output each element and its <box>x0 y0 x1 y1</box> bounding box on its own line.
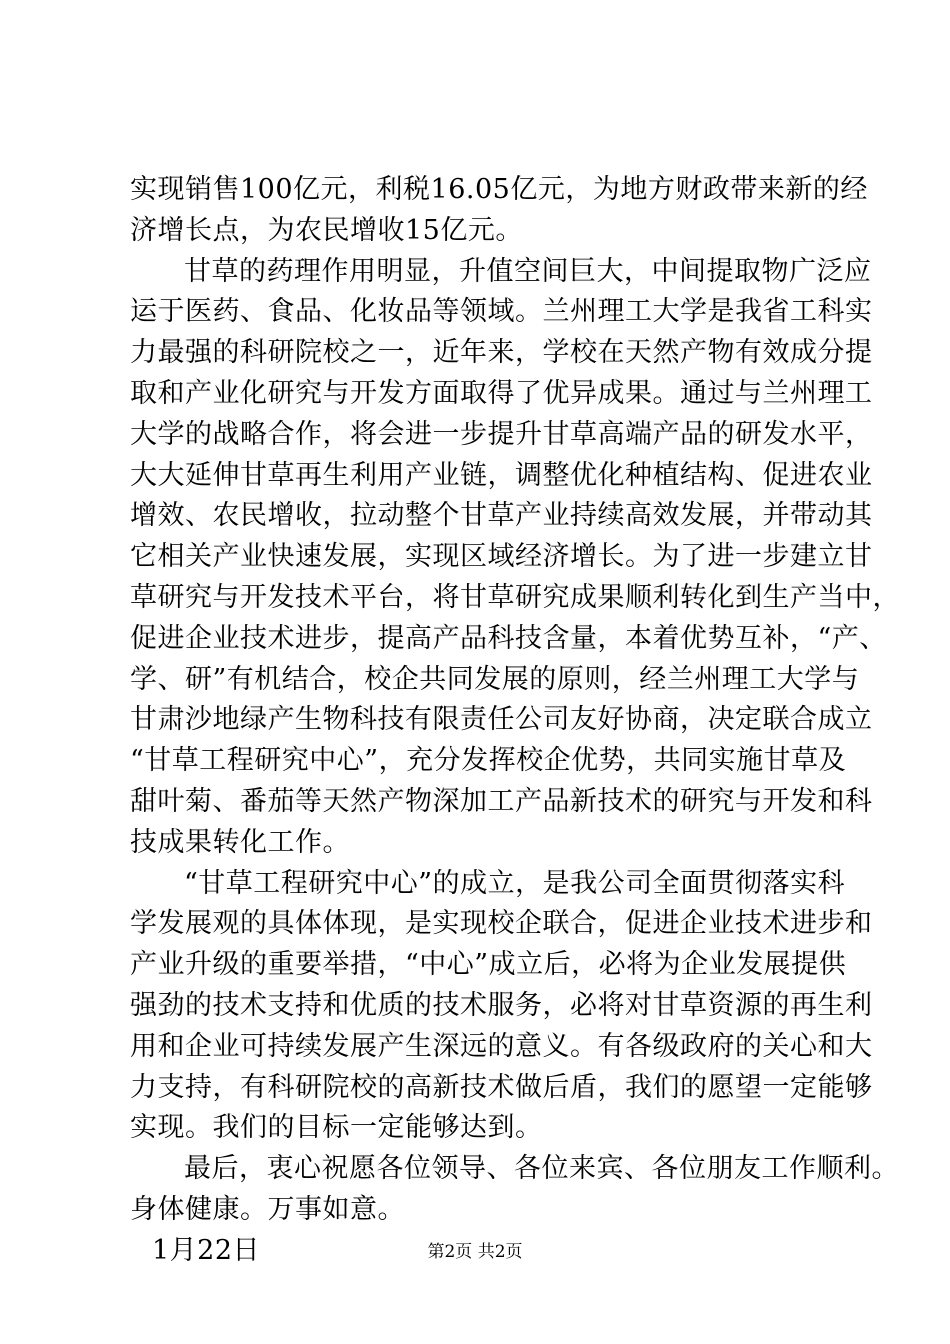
text-line: 强劲的技术支持和优质的技术服务，必将对甘草资源的再生利 <box>130 989 873 1021</box>
text-line: 力支持，有科研院校的高新技术做后盾，我们的愿望一定能够 <box>130 1071 873 1103</box>
text-line: 济增长点，为农民增收15亿元。 <box>130 214 523 246</box>
text-line: “甘草工程研究中心”，充分发挥校企优势，共同实施甘草及 <box>130 745 847 777</box>
text-line: 运于医药、食品、化妆品等领域。兰州理工大学是我省工科实 <box>130 296 873 328</box>
text-line: 甜叶菊、番茄等天然产物深加工产品新技术的研究与开发和科 <box>130 785 873 817</box>
text-line: 甘草的药理作用明显，升值空间巨大，中间提取物广泛应 <box>184 255 872 287</box>
text-line: 学发展观的具体体现，是实现校企联合，促进企业技术进步和 <box>130 908 873 940</box>
text-line: 草研究与开发技术平台，将甘草研究成果顺利转化到生产当中， <box>130 581 900 613</box>
text-line: 用和企业可持续发展产生深远的意义。有各级政府的关心和大 <box>130 1030 873 1062</box>
text-line: 学、研”有机结合，校企共同发展的原则，经兰州理工大学与 <box>130 663 860 695</box>
text-line: 实现销售100亿元，利税16.05亿元，为地方财政带来新的经 <box>130 174 868 205</box>
text-line: 产业升级的重要举措，“中心”成立后，必将为企业发展提供 <box>130 949 847 981</box>
text-line: “甘草工程研究中心”的成立，是我公司全面贯彻落实科 <box>184 867 846 899</box>
text-line: 促进企业技术进步，提高产品科技含量，本着优势互补，“产、 <box>130 622 887 654</box>
text-line: 身体健康。万事如意。 <box>130 1193 405 1225</box>
text-line: 大大延伸甘草再生利用产业链，调整优化种植结构、促进农业 <box>130 459 873 491</box>
text-line: 实现。我们的目标一定能够达到。 <box>130 1112 543 1144</box>
text-line: 最后，衷心祝愿各位领导、各位来宾、各位朋友工作顺利。 <box>184 1153 899 1185</box>
text-line: 取和产业化研究与开发方面取得了优异成果。通过与兰州理工 <box>130 377 873 409</box>
body-text <box>130 170 900 1272</box>
text-line: 甘肃沙地绿产生物科技有限责任公司友好协商，决定联合成立 <box>130 704 873 736</box>
text-line: 技成果转化工作。 <box>130 826 350 858</box>
date-line: 1月22日 <box>152 1234 261 1266</box>
page-footer: 第2页 共2页 <box>427 1242 523 1262</box>
text-line: 增效、农民增收，拉动整个甘草产业持续高效发展，并带动其 <box>130 500 873 532</box>
text-line: 它相关产业快速发展，实现区域经济增长。为了进一步建立甘 <box>130 541 873 573</box>
text-line: 大学的战略合作，将会进一步提升甘草高端产品的研发水平， <box>130 418 873 450</box>
text-line: 力最强的科研院校之一，近年来，学校在天然产物有效成分提 <box>130 337 873 369</box>
